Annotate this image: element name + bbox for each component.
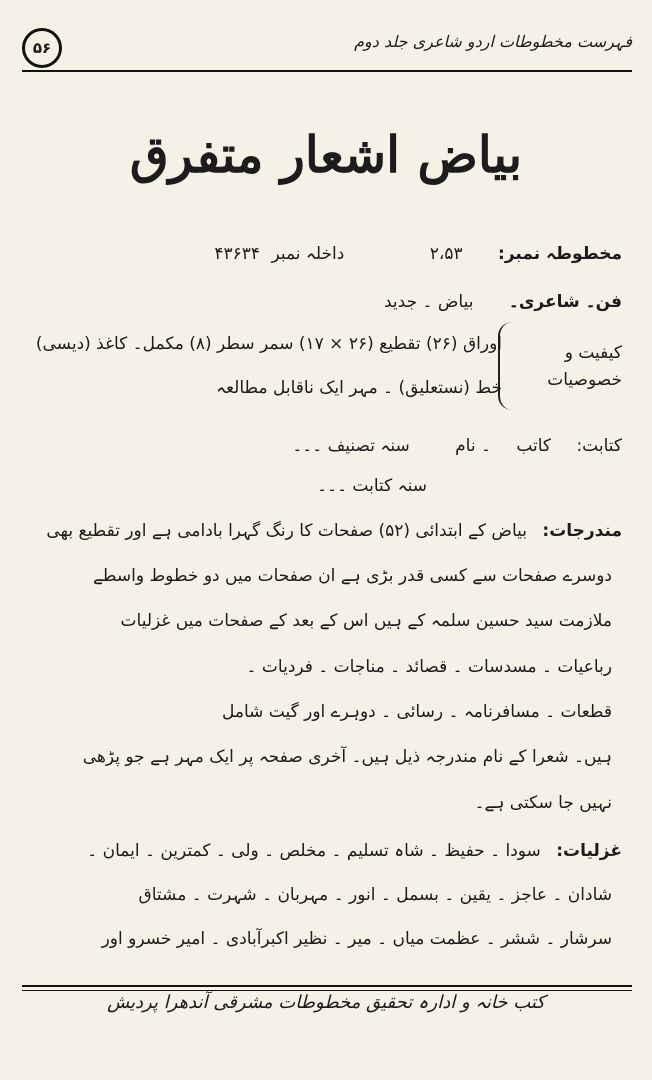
ghazaliyat-label: غزلیات:	[556, 841, 622, 861]
quality-line-1: اوراق (۲۶) تقطیع (۲۶ × ۱۷) سمر سطر (۸) مکمل۔ کاغذ (دیسی)	[35, 334, 502, 354]
running-header: فہرست مخطوطات اردو شاعری جلد دوم	[354, 32, 632, 51]
contents-line: دوسرے صفحات سے کسی قدر بڑی ہے ان صفحات میں دو خطوط واسطے	[92, 566, 612, 586]
art-value: بیاض ۔ جدید	[384, 292, 474, 312]
contents-line: رباعیات ۔ مسدسات ۔ قصائد ۔ مناجات ۔ فردیات ۔	[246, 657, 612, 677]
quality-label: کیفیت و خصوصیات	[547, 343, 622, 391]
katib: کاتب	[516, 436, 552, 456]
contents-line: نہیں جا سکتی ہے۔	[474, 793, 612, 813]
manuscript-number: ۲،۵۳	[429, 244, 463, 264]
page-number: ۵۶	[22, 28, 62, 68]
contents-line: ملازمت سید حسین سلمہ کے ہیں اس کے بعد کے صفحات میں غزلیات	[120, 611, 612, 631]
art-line	[30, 292, 622, 312]
ghazaliyat-first-line	[30, 840, 622, 861]
quality-line-2: خط (نستعلیق) ۔ مہر ایک ناقابل مطالعہ	[216, 378, 502, 398]
poet-list-line: شادان ۔ عاجز ۔ یقین ۔ بسمل ۔ انور ۔ مہربان ۔ شہرت ۔ مشتاق	[138, 885, 612, 905]
contents-label: مندرجات:	[542, 521, 622, 541]
manuscript-line	[30, 244, 622, 264]
poet-list-line: سرشار ۔ ششر ۔ عظمت میاں ۔ میر ۔ نظیر اکبرآبادی ۔ امیر خسرو اور	[101, 929, 612, 949]
contents-line: ہیں۔ شعرا کے نام مندرجہ ذیل ہیں۔ آخری صفحہ پر ایک مہر ہے جو پڑھی	[82, 747, 612, 767]
contents-line: بیاض کے ابتدائی (۵۲) صفحات کا رنگ گہرا بادامی ہے اور تقطیع بھی	[46, 521, 527, 541]
art-label: فن۔ شاعری۔	[508, 292, 622, 312]
footer-rule-bottom	[22, 990, 632, 991]
copy-year: سنہ کتابت ۔۔۔	[317, 476, 427, 496]
poet-list-line: سودا ۔ حفیظ ۔ شاہ تسلیم ۔ مخلص ۔ ولی ۔ کمترین ۔ ایمان ۔	[87, 841, 541, 861]
manuscript-label: مخطوطہ نمبر:	[498, 244, 622, 264]
colophon-label: کتابت:	[576, 436, 622, 456]
contents-line: قطعات ۔ مسافرنامہ ۔ رسائی ۔ دوہرے اور گیت شامل	[222, 702, 612, 722]
accession-label: داخلہ نمبر	[271, 244, 345, 264]
colophon-line	[30, 436, 622, 456]
footer-rule-top	[22, 985, 632, 987]
composition-year: سنہ تصنیف ۔۔۔	[292, 436, 410, 456]
page-title: بیاض اشعار متفرق	[129, 125, 523, 184]
header-rule	[22, 70, 632, 72]
footer-imprint: کتب خانہ و ادارہ تحقیق مخطوطات مشرقی آندھرا پردیش	[107, 992, 545, 1013]
naam: ۔ نام	[455, 436, 491, 456]
contents-first-line	[30, 520, 622, 541]
accession-number: ۴۳۶۳۴	[214, 244, 261, 264]
